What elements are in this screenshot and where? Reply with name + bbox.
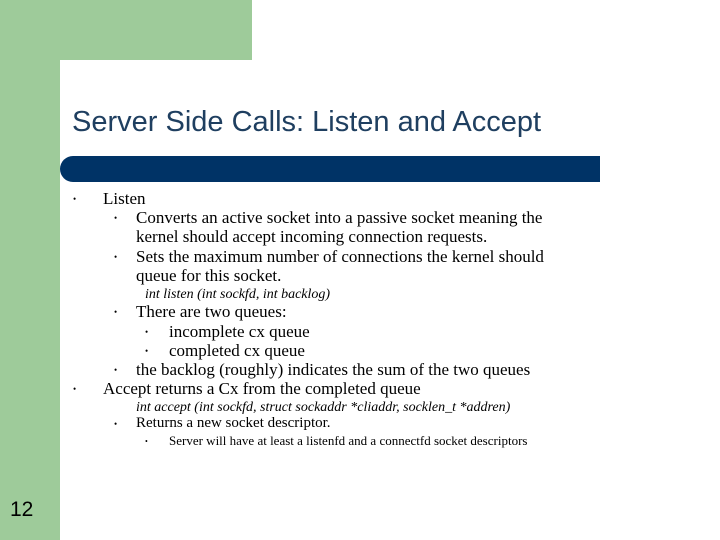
bullet: • [114, 307, 118, 317]
slide-title: Server Side Calls: Listen and Accept [72, 106, 542, 138]
backlog-note: the backlog (roughly) indicates the sum of the two queues [136, 360, 531, 379]
bullet: • [145, 437, 148, 446]
bullet: • [145, 346, 149, 356]
queue-incomplete: incomplete cx queue [169, 322, 310, 341]
listen-desc-1b: kernel should accept incoming connection requests. [136, 227, 488, 246]
listen-signature: int listen (int sockfd, int backlog) [145, 287, 331, 302]
bullet: • [73, 384, 77, 394]
bullet-listen: Listen [103, 189, 146, 208]
accept-returns: Returns a new socket descriptor. [136, 415, 331, 431]
bullet: • [73, 194, 77, 204]
listen-desc-2b: queue for this socket. [136, 266, 282, 285]
accept-signature: int accept (int sockfd, struct sockaddr *cliaddr, socklen_t *addren) [136, 400, 511, 415]
listen-desc-2a: Sets the maximum number of connections the kernel should [136, 247, 544, 266]
server-note: Server will have at least a listenfd and a connectfd socket descriptors [169, 433, 528, 448]
bullet: • [114, 213, 118, 223]
bullet: • [114, 365, 118, 375]
queues-heading: There are two queues: [136, 302, 287, 321]
queue-completed: completed cx queue [169, 341, 305, 360]
listen-desc-1a: Converts an active socket into a passive socket meaning the [136, 208, 543, 227]
bullet-accept: Accept returns a Cx from the completed queue [103, 379, 421, 398]
bullet: • [114, 252, 118, 262]
bullet: • [114, 419, 118, 429]
slide-number: 12 [10, 498, 34, 521]
bullet: • [145, 327, 149, 337]
